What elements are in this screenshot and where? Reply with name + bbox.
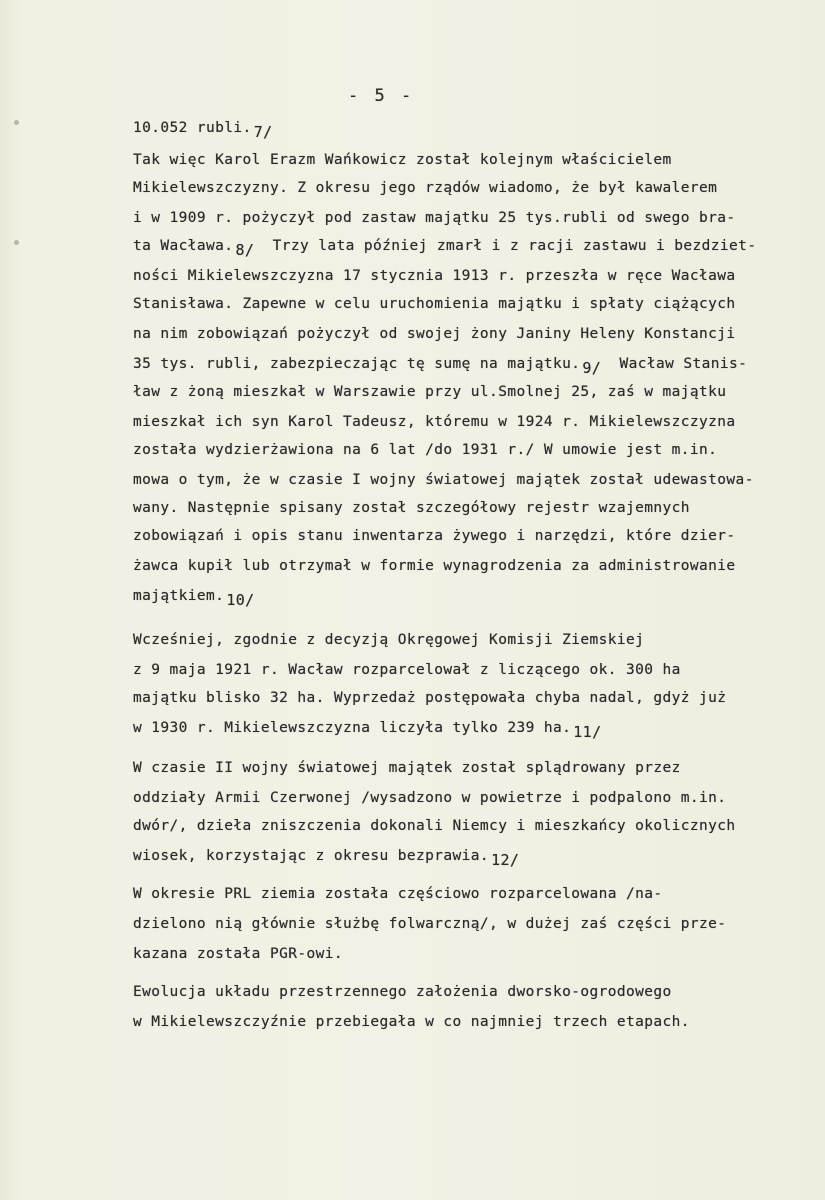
text-line — [133, 238, 757, 259]
text-line — [133, 818, 736, 834]
line-text: 10.052 rubli. — [133, 120, 252, 136]
line-text: wany. Następnie spisany został szczegółowy rejestr wzajemnych — [133, 500, 690, 516]
text-line — [133, 662, 681, 678]
line-text: w Mikielewszczyźnie przebiegała w co najmniej trzech etapach. — [133, 1014, 690, 1030]
line-text: ności Mikielewszczyzna 17 stycznia 1913 r. przeszła w ręce Wacława — [133, 268, 736, 284]
line-text: 35 tys. rubli, zabezpieczając tę sumę na majątku. — [133, 356, 581, 372]
line-text-continued: Trzy lata później zmarł i z racji zastawu i bezdziet- — [263, 238, 757, 254]
line-text: Stanisława. Zapewne w celu uruchomienia majątku i spłaty ciążących — [133, 296, 736, 312]
footnote-reference: 9/ — [582, 359, 602, 377]
text-line — [133, 472, 754, 488]
text-line — [133, 946, 343, 962]
line-text: i w 1909 r. pożyczył pod zastaw majątku 25 tys.rubli od swego bra- — [133, 210, 736, 226]
text-line — [133, 760, 681, 776]
text-line — [133, 326, 736, 342]
text-line — [133, 414, 736, 430]
page-number: - 5 - — [348, 86, 415, 106]
text-line — [133, 442, 717, 458]
line-text: na nim zobowiązań pożyczył od swojej żony Janiny Heleny Konstancji — [133, 326, 736, 342]
text-line — [133, 916, 726, 932]
footnote-reference: 12/ — [491, 851, 520, 869]
text-line — [133, 558, 736, 574]
line-text: majątku blisko 32 ha. Wyprzedaż postępowała chyba nadal, gdyż już — [133, 690, 727, 706]
line-text: żawca kupił lub otrzymał w formie wynagrodzenia za administrowanie — [133, 558, 736, 574]
line-text: wiosek, korzystając z okresu bezprawia. — [133, 848, 490, 864]
footnote-reference: 8/ — [235, 241, 255, 259]
line-text: ław z żoną mieszkał w Warszawie przy ul.Smolnej 25, zaś w majątku — [133, 384, 727, 400]
line-text: Ewolucja układu przestrzennego założenia dworsko-ogrodowego — [133, 984, 672, 1000]
line-text: mowa o tym, że w czasie I wojny światowej majątek został udewastowa- — [133, 472, 754, 488]
text-line — [133, 632, 644, 648]
text-line — [133, 180, 717, 196]
line-text: Mikielewszczyzny. Z okresu jego rządów wiadomo, że był kawalerem — [133, 180, 718, 196]
text-line — [133, 152, 672, 168]
text-line — [133, 790, 726, 806]
text-line — [133, 1014, 690, 1030]
line-text: ta Wacława. — [133, 238, 234, 254]
text-line — [133, 296, 736, 312]
footnote-reference: 7/ — [253, 123, 273, 141]
line-text: Wcześniej, zgodnie z decyzją Okręgowej Komisji Ziemskiej — [133, 632, 645, 648]
line-text: w 1930 r. Mikielewszczyzna liczyła tylko 239 ha. — [133, 720, 572, 736]
text-line — [133, 690, 726, 706]
line-text: Tak więc Karol Erazm Wańkowicz został kolejnym właścicielem — [133, 152, 672, 168]
text-line — [133, 210, 736, 226]
punch-hole-mark — [14, 240, 19, 245]
text-line — [133, 886, 663, 902]
text-line — [133, 384, 726, 400]
text-line — [133, 720, 602, 741]
line-text: oddziały Armii Czerwonej /wysadzono w powietrze i podpalono m.in. — [133, 790, 727, 806]
text-line — [133, 984, 672, 1000]
footnote-reference: 11/ — [573, 723, 602, 741]
line-text: zobowiązań i opis stanu inwentarza żywego i narzędzi, które dzier- — [133, 528, 736, 544]
line-text: z 9 maja 1921 r. Wacław rozparcelował z liczącego ok. 300 ha — [133, 662, 681, 678]
line-text: W okresie PRL ziemia została częściowo rozparcelowana /na- — [133, 886, 663, 902]
line-text: została wydzierżawiona na 6 lat /do 1931 r./ W umowie jest m.in. — [133, 442, 718, 458]
text-line — [133, 500, 690, 516]
line-text: mieszkał ich syn Karol Tadeusz, któremu w 1924 r. Mikielewszczyzna — [133, 414, 736, 430]
text-line — [133, 528, 736, 544]
text-line — [133, 588, 255, 609]
text-line — [133, 848, 520, 869]
footnote-reference: 10/ — [226, 591, 255, 609]
line-text: majątkiem. — [133, 588, 225, 604]
text-line — [133, 120, 282, 141]
punch-hole-mark — [14, 120, 19, 125]
text-line — [133, 356, 748, 377]
line-text: kazana została PGR-owi. — [133, 946, 343, 962]
line-text: dwór/, dzieła zniszczenia dokonali Niemcy i mieszkańcy okolicznych — [133, 818, 736, 834]
line-text: W czasie II wojny światowej majątek został splądrowany przez — [133, 760, 681, 776]
line-text: dzielono nią głównie służbę folwarczną/, w dużej zaś części prze- — [133, 916, 727, 932]
line-text-continued: Wacław Stanis- — [610, 356, 748, 372]
text-line — [133, 268, 736, 284]
